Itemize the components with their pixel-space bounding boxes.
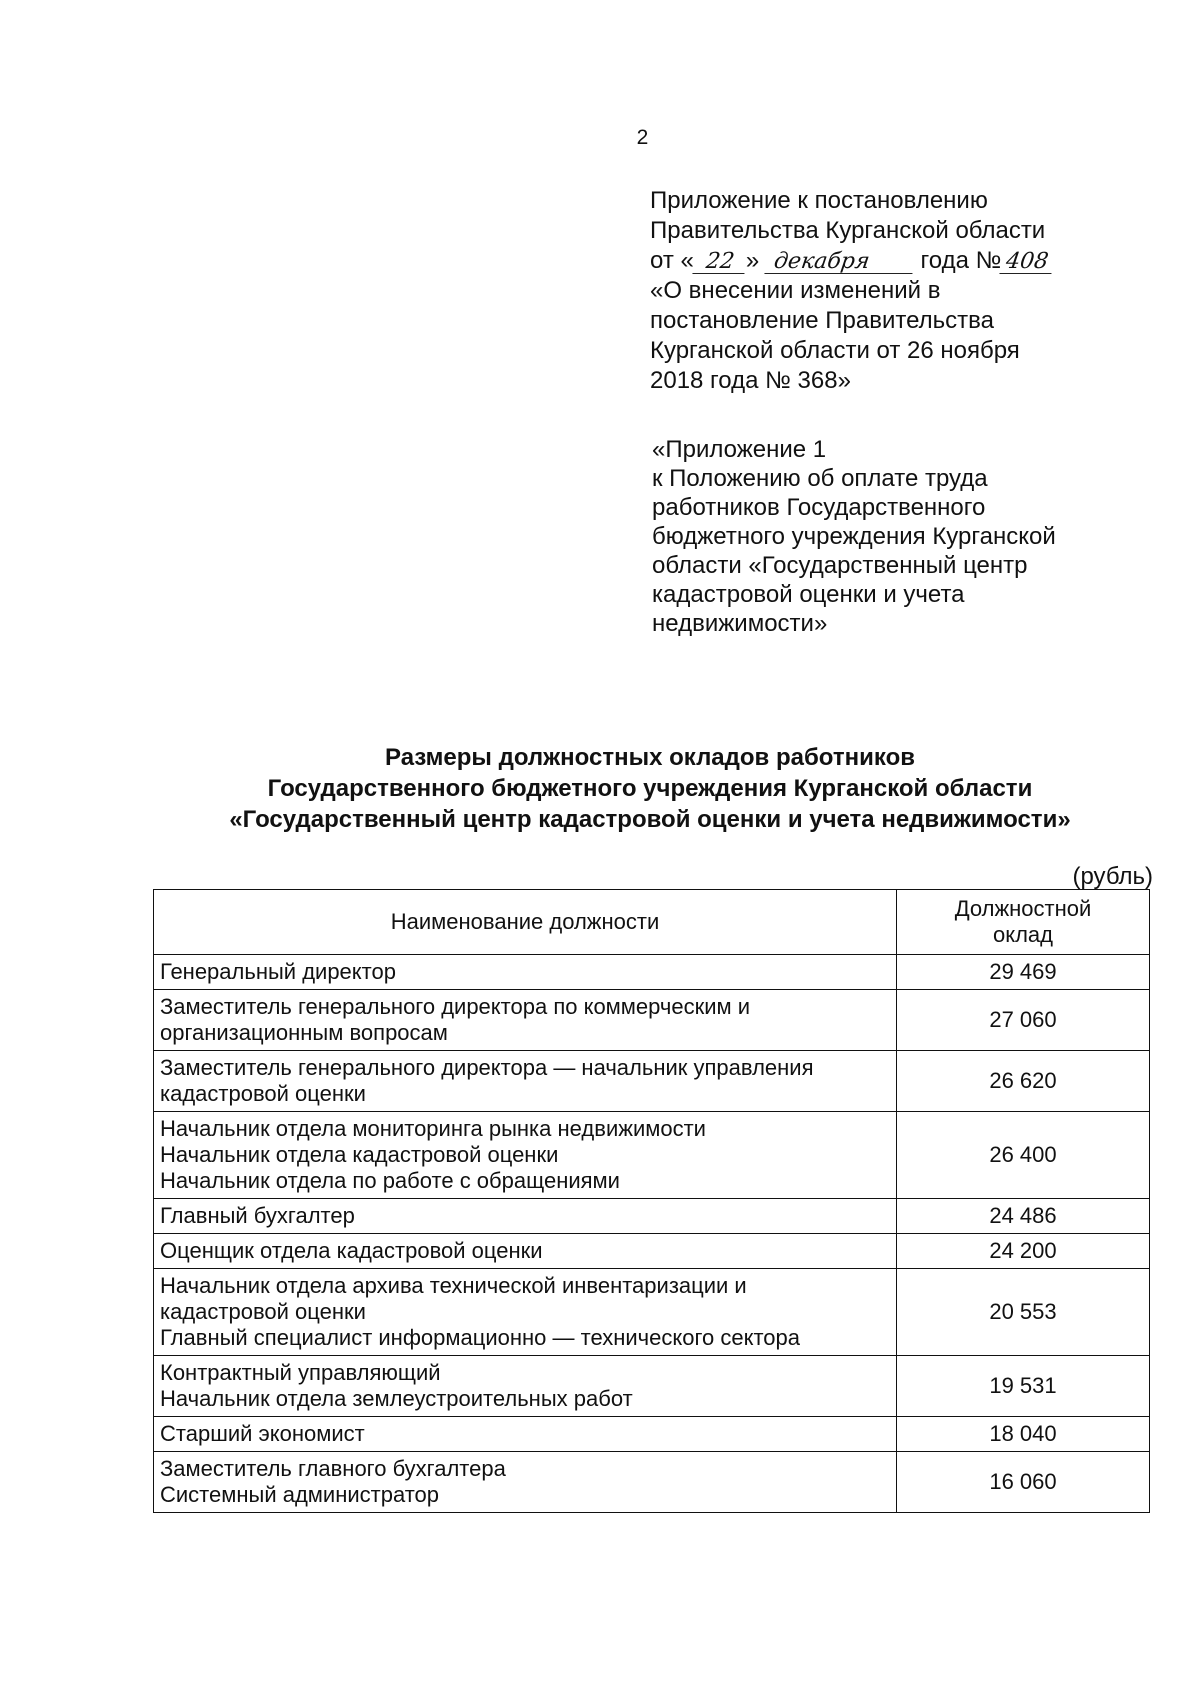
title-line: «Государственный центр кадастровой оценки и учета недвижимости» — [229, 806, 1071, 833]
appendix-line: Правительства Курганской области — [650, 217, 1046, 244]
page-number: 2 — [636, 126, 649, 149]
salary-cell: 20 553 — [897, 1269, 1150, 1356]
position-name: кадастровой оценки — [160, 1081, 366, 1106]
header-salary-line: оклад — [992, 922, 1054, 947]
salary-cell: 18 040 — [897, 1417, 1150, 1452]
appendix-line: «О внесении изменений в — [650, 277, 941, 304]
salary-cell: 27 060 — [897, 990, 1150, 1051]
position-line: кадастровой оценки и учета — [652, 581, 965, 608]
unit-label: (рубль) — [1072, 863, 1153, 890]
position-name-cell — [154, 1234, 897, 1269]
position-name: кадастровой оценки — [160, 1299, 366, 1324]
table-row — [154, 1051, 1150, 1112]
position-name: Старший экономист — [160, 1421, 365, 1446]
salary-cell: 24 200 — [897, 1234, 1150, 1269]
position-name-cell — [154, 1417, 897, 1452]
position-name: организационным вопросам — [160, 1020, 448, 1045]
salary-cell: 19 531 — [897, 1356, 1150, 1417]
salary-cell: 29 469 — [897, 955, 1150, 990]
table-row — [154, 1356, 1150, 1417]
position-appendix — [652, 435, 1152, 638]
salary-cell: 26 620 — [897, 1051, 1150, 1112]
salary-cell: 16 060 — [897, 1452, 1150, 1513]
position-name-cell — [154, 1269, 897, 1356]
handwritten-doc-number: 408 — [1000, 251, 1055, 274]
salary-cell: 26 400 — [897, 1112, 1150, 1199]
date-line — [650, 246, 1150, 276]
position-line: бюджетного учреждения Курганской — [652, 523, 1056, 550]
position-name: Контрактный управляющий — [160, 1360, 441, 1385]
position-name-cell — [154, 1051, 897, 1112]
position-line: области «Государственный центр — [652, 552, 1028, 579]
position-name: Заместитель генерального директора по коммерческим и — [160, 994, 751, 1019]
position-name-cell — [154, 1356, 897, 1417]
position-name-cell — [154, 1112, 897, 1199]
handwritten-day: 22 — [692, 251, 747, 274]
handwritten-month: декабря — [764, 251, 915, 274]
appendix-line: постановление Правительства — [650, 307, 994, 334]
table-row — [154, 1269, 1150, 1356]
header-salary-line: Должностной — [954, 896, 1092, 921]
table-row — [154, 990, 1150, 1051]
position-line: «Приложение 1 — [652, 436, 827, 463]
table-body — [154, 955, 1150, 1513]
position-name-cell — [154, 1199, 897, 1234]
position-name: Заместитель главного бухгалтера — [160, 1456, 506, 1481]
title-line: Размеры должностных окладов работников — [385, 744, 915, 771]
table-header-row — [154, 890, 1150, 955]
position-name-cell — [154, 990, 897, 1051]
table-row — [154, 1452, 1150, 1513]
position-name-cell — [154, 1452, 897, 1513]
table-row — [154, 1112, 1150, 1199]
position-line: недвижимости» — [652, 610, 828, 637]
position-name: Главный специалист информационно — технического сектора — [160, 1325, 800, 1350]
appendix-line: Курганской области от 26 ноября — [650, 337, 1020, 364]
position-name-cell — [154, 955, 897, 990]
header-position-name: Наименование должности — [154, 890, 897, 955]
appendix-header — [650, 186, 1150, 396]
salary-table — [153, 889, 1150, 1513]
position-name: Начальник отдела мониторинга рынка недвижимости — [160, 1116, 706, 1141]
position-line: работников Государственного — [652, 494, 986, 521]
header-salary — [897, 890, 1150, 955]
position-name: Начальник отдела землеустроительных работ — [160, 1386, 633, 1411]
position-line: к Положению об оплате труда — [652, 465, 988, 492]
position-name: Оценщик отдела кадастровой оценки — [160, 1238, 543, 1263]
appendix-line: Приложение к постановлению — [650, 187, 988, 214]
date-prefix: от « — [650, 247, 694, 274]
table-row — [154, 1199, 1150, 1234]
position-name: Генеральный директор — [160, 959, 396, 984]
position-name: Заместитель генерального директора — начальник управления — [160, 1055, 814, 1080]
appendix-line: 2018 года № 368» — [650, 367, 851, 394]
table-row — [154, 955, 1150, 990]
position-name: Системный администратор — [160, 1482, 440, 1507]
position-name: Начальник отдела по работе с обращениями — [160, 1168, 620, 1193]
date-year-label: года № — [920, 247, 1002, 274]
salary-cell: 24 486 — [897, 1199, 1150, 1234]
document-title — [0, 742, 1200, 835]
position-name: Начальник отдела кадастровой оценки — [160, 1142, 559, 1167]
table-row — [154, 1417, 1150, 1452]
table-row — [154, 1234, 1150, 1269]
date-mid: » — [745, 247, 760, 274]
title-line: Государственного бюджетного учреждения Курганской области — [267, 775, 1033, 802]
position-name: Начальник отдела архива технической инвентаризации и — [160, 1273, 747, 1298]
position-name: Главный бухгалтер — [160, 1203, 355, 1228]
